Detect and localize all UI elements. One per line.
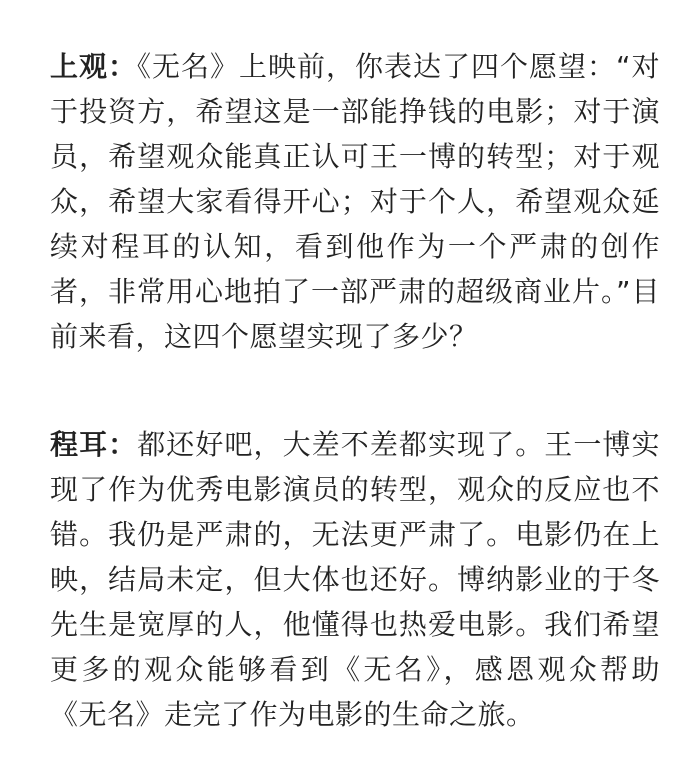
question-speaker: 上观： bbox=[50, 50, 137, 83]
article-body bbox=[50, 44, 660, 737]
answer-paragraph bbox=[50, 422, 660, 737]
question-text: 《无名》上映前，你表达了四个愿望：“对于投资方，希望这是一部能挣钱的电影；对于演员，希望观众能真正认可王一博的转型；对于观众，希望大家看得开心；对于个人，希望观众延续对程耳的认知，看到他作为一个严肃的创作者，非常用心地拍了一部严肃的超级商业片。”目前来看，这四个愿望实现了多少？ bbox=[50, 50, 660, 353]
question-paragraph bbox=[50, 44, 660, 359]
answer-text: 都还好吧，大差不差都实现了。王一博实现了作为优秀电影演员的转型，观众的反应也不错。我仍是严肃的，无法更严肃了。电影仍在上映，结局未定，但大体也还好。博纳影业的于冬先生是宽厚的人，他懂得也热爱电影。我们希望更多的观众能够看到《无名》，感恩观众帮助《无名》走完了作为电影的生命之旅。 bbox=[50, 428, 660, 731]
answer-speaker: 程耳： bbox=[50, 428, 138, 461]
